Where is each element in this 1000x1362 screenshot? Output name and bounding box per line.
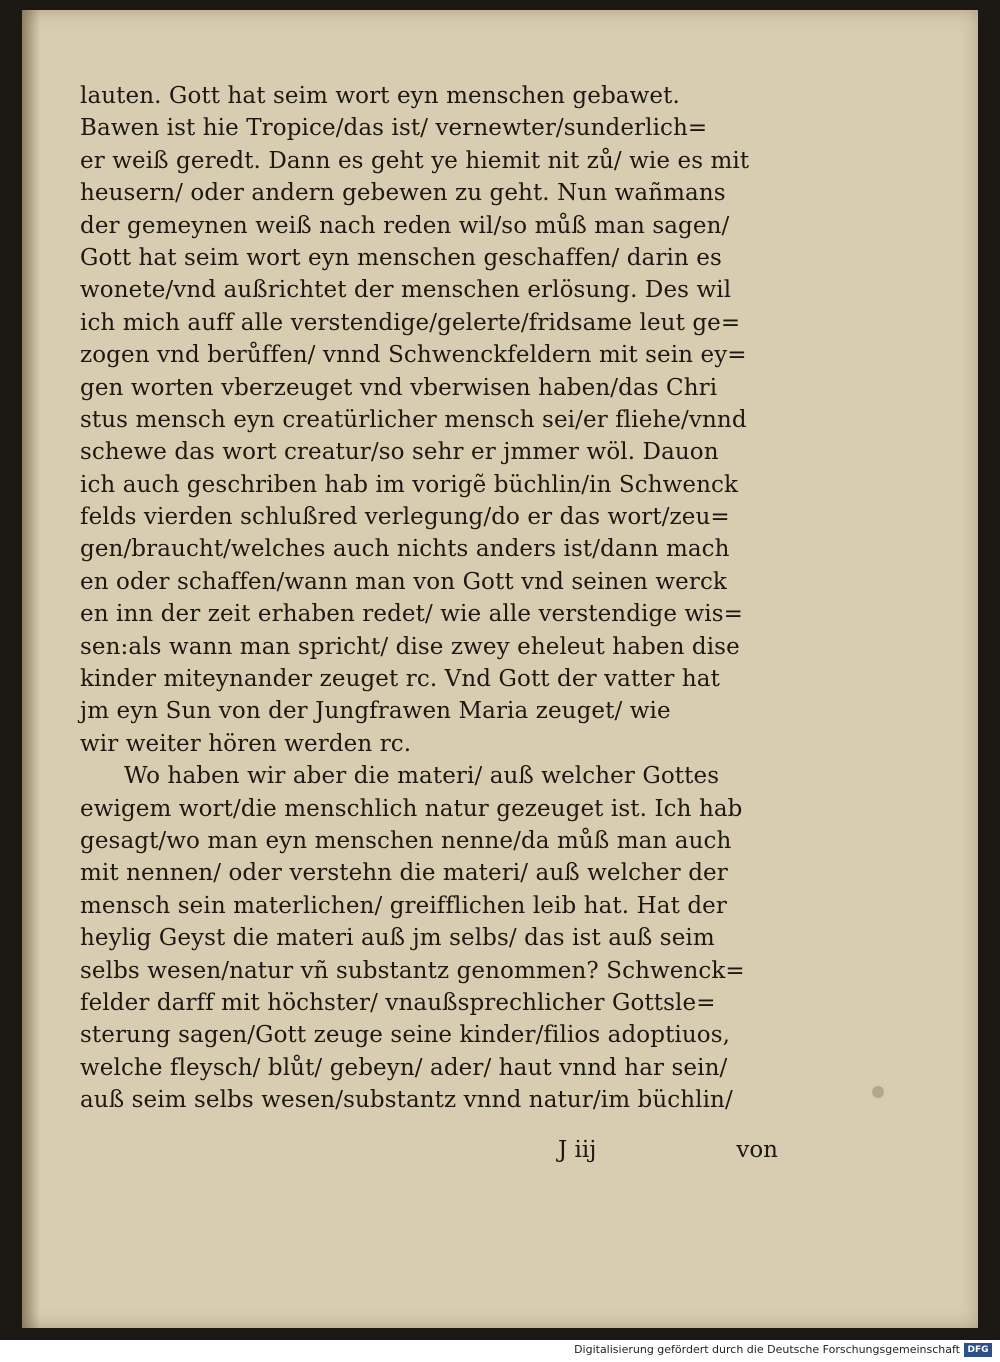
signature-mark: J iij [558,1137,597,1163]
text-line: er weiß geredt. Dann es geht ye hiemit nit zů/ wie es mit [80,147,750,174]
text-line: wonete/vnd außrichtet der menschen erlösung. Des wil [80,277,732,304]
text-line: felds vierden schlußred verlegung/do er das wort/zeu= [80,504,730,531]
paragraph-start-line: Wo haben wir aber die materi/ auß welcher Gottes [124,763,720,790]
paper-stain [872,1086,884,1098]
text-line: auß seim selbs wesen/substantz vnnd natur/im büchlin/ [80,1087,733,1114]
text-line: gen/braucht/welches auch nichts anders ist/dann mach [80,536,730,563]
text-line: selbs wesen/natur vñ substantz genommen? Schwenck= [80,957,745,984]
text-line: mensch sein materlichen/ greifflichen leib hat. Hat der [80,892,727,919]
signature-line [540,1132,800,1168]
text-line: felder darff mit höchster/ vnaußsprechlicher Gottsle= [80,989,716,1016]
text-line: ewigem wort/die menschlich natur gezeuget ist. Ich hab [80,795,743,822]
funding-credit: Digitalisierung gefördert durch die Deutsche Forschungsgemeinschaft [574,1343,960,1356]
text-line: gesagt/wo man eyn menschen nenne/da můß man auch [80,827,732,854]
text-line: en oder schaffen/wann man von Gott vnd seinen werck [80,568,727,595]
footer-bar [0,1340,1000,1362]
text-line: Bawen ist hie Tropice/das ist/ vernewter/sunderlich= [80,115,708,142]
text-line: der gemeynen weiß nach reden wil/so můß man sagen/ [80,212,730,239]
text-line: en inn der zeit erhaben redet/ wie alle verstendige wis= [80,601,743,628]
text-line: welche fleysch/ blůt/ gebeyn/ ader/ haut vnnd har sein/ [80,1054,728,1081]
text-line: schewe das wort creatur/so sehr er jmmer wöl. Dauon [80,439,719,466]
text-line: heylig Geyst die materi auß jm selbs/ das ist auß seim [80,925,715,952]
text-line: jm eyn Sun von der Jungfrawen Maria zeuget/ wie [80,698,671,725]
text-line: ich mich auff alle verstendige/gelerte/fridsame leut ge= [80,309,741,336]
text-line: gen worten vberzeuget vnd vberwisen haben/das Chri [80,374,718,401]
text-line: ich auch geschriben hab im vorigẽ büchlin/in Schwenck [80,471,739,498]
text-line: Gott hat seim wort eyn menschen geschaffen/ darin es [80,244,722,271]
text-line: lauten. Gott hat seim wort eyn menschen gebawet. [80,83,680,109]
catchword: von [736,1137,778,1163]
text-line: sen:als wann man spricht/ dise zwey eheleut haben dise [80,633,740,660]
text-line: kinder miteynander zeuget rc. Vnd Gott der vatter hat [80,666,720,693]
text-line: mit nennen/ oder verstehn die materi/ auß welcher der [80,860,728,887]
text-line: zogen vnd berůffen/ vnnd Schwenckfeldern mit sein ey= [80,342,747,369]
text-line: wir weiter hören werden rc. [80,730,412,757]
text-line: heusern/ oder andern gebewen zu geht. Nun wañmans [80,180,726,207]
page-gutter-shadow [22,10,40,1328]
dfg-logo-icon: DFG [964,1343,992,1357]
page-sheet [22,10,978,1328]
text-line: stus mensch eyn creatürlicher mensch sei/er fliehe/vnnd [80,406,747,433]
text-line: sterung sagen/Gott zeuge seine kinder/filios adoptiuos, [80,1022,731,1049]
text-block [80,80,815,1117]
